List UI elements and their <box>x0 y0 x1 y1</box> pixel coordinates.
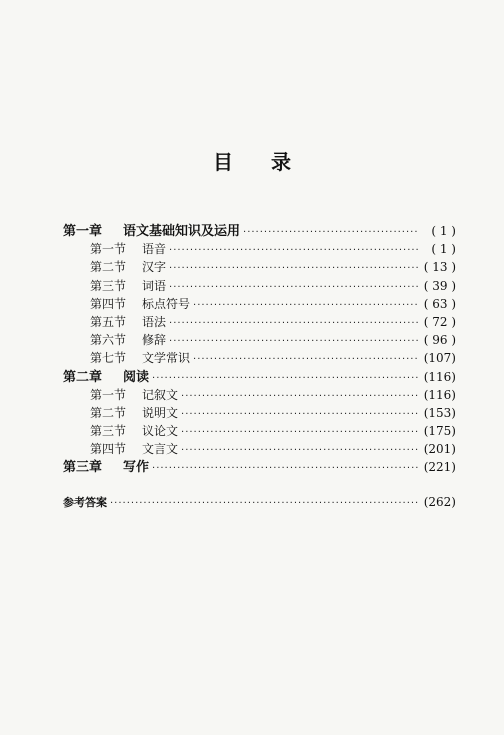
section-title: 记叙文 <box>142 387 179 402</box>
toc-section[interactable] <box>63 331 456 349</box>
toc-section[interactable] <box>63 240 456 258</box>
section-title: 文言文 <box>142 442 179 457</box>
title-char-2: 录 <box>271 150 291 174</box>
section-number: 第一节 <box>90 387 127 402</box>
dot-leader <box>169 242 419 260</box>
answers-title: 参考答案 <box>63 495 107 509</box>
dot-leader <box>169 333 419 351</box>
page-number: ( 72 ) <box>423 314 456 329</box>
section-title: 语音 <box>142 242 167 257</box>
section-number: 第七节 <box>90 351 127 366</box>
page-number: (116) <box>423 369 456 384</box>
dot-leader <box>110 495 419 513</box>
page-number: (175) <box>423 424 456 439</box>
chapter-title: 写作 <box>123 460 150 476</box>
page-number: (262) <box>423 494 456 509</box>
toc-section[interactable] <box>63 422 456 440</box>
page-number: ( 96 ) <box>423 333 456 348</box>
page-number: (201) <box>423 442 456 457</box>
dot-leader <box>152 370 419 388</box>
chapter-number: 第一章 <box>63 224 103 239</box>
section-title: 词语 <box>142 278 167 293</box>
dot-leader <box>193 297 419 315</box>
section-number: 第四节 <box>90 296 127 311</box>
page-number: (107) <box>423 351 456 366</box>
toc-section[interactable] <box>63 386 456 404</box>
page-number: (116) <box>423 387 456 402</box>
section-title: 议论文 <box>142 424 179 439</box>
page-number: ( 13 ) <box>423 260 456 275</box>
title-char-1: 目 <box>213 150 233 174</box>
page-number: (221) <box>423 460 456 475</box>
toc-section[interactable] <box>63 349 456 367</box>
section-title: 修辞 <box>142 333 167 348</box>
section-title: 汉字 <box>142 260 167 275</box>
section-title: 说明文 <box>142 405 179 420</box>
section-title: 标点符号 <box>142 296 191 311</box>
page-number: ( 1 ) <box>431 242 456 257</box>
section-title: 语法 <box>142 314 167 329</box>
section-number: 第三节 <box>90 424 127 439</box>
dot-leader <box>193 351 419 369</box>
toc-section[interactable] <box>63 258 456 276</box>
section-number: 第五节 <box>90 314 127 329</box>
page-number: ( 39 ) <box>423 278 456 293</box>
toc-chapter-3[interactable] <box>63 458 456 476</box>
section-number: 第四节 <box>90 442 127 457</box>
chapter-number: 第三章 <box>63 460 103 476</box>
toc-section[interactable] <box>63 440 456 458</box>
page-number: ( 63 ) <box>423 296 456 311</box>
toc-answers[interactable] <box>63 493 456 511</box>
section-number: 第三节 <box>90 278 127 293</box>
dot-leader <box>181 388 419 406</box>
dot-leader <box>169 279 419 297</box>
toc-section[interactable] <box>63 277 456 295</box>
dot-leader <box>181 424 419 442</box>
dot-leader <box>181 406 419 424</box>
section-title: 文学常识 <box>142 351 191 366</box>
section-number: 第一节 <box>90 242 127 257</box>
chapter-title: 语文基础知识及运用 <box>123 224 241 239</box>
section-number: 第六节 <box>90 333 127 348</box>
page-number: ( 1 ) <box>431 224 456 238</box>
chapter-number: 第二章 <box>63 369 103 385</box>
dot-leader <box>169 315 419 333</box>
section-number: 第二节 <box>90 260 127 275</box>
section-number: 第二节 <box>90 405 127 420</box>
dot-leader <box>169 260 419 278</box>
chapter-title: 阅读 <box>123 369 150 385</box>
toc-section[interactable] <box>63 404 456 422</box>
dot-leader <box>243 224 419 242</box>
dot-leader <box>152 460 419 478</box>
table-of-contents <box>63 222 456 511</box>
toc-section[interactable] <box>63 313 456 331</box>
page-number: (153) <box>423 405 456 420</box>
toc-chapter-1[interactable] <box>63 222 456 240</box>
toc-section[interactable] <box>63 295 456 313</box>
page-title <box>0 146 504 175</box>
dot-leader <box>181 442 419 460</box>
toc-chapter-2[interactable] <box>63 368 456 386</box>
